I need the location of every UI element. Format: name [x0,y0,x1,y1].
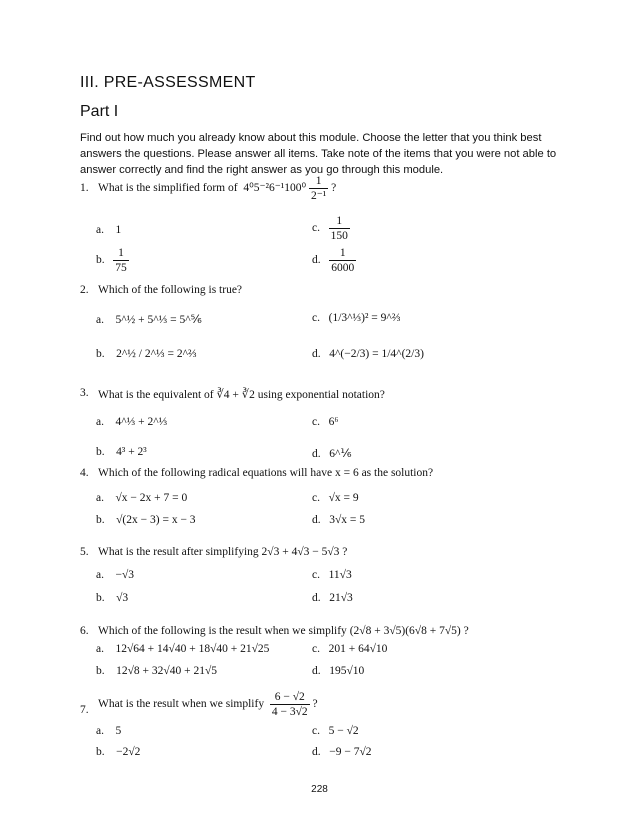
q1-number: 1. [80,182,89,194]
q4-option-d[interactable]: d. 3√x = 5 [312,514,366,526]
q5-option-b[interactable]: b. √3 [96,592,129,604]
page-number: 228 [311,784,328,795]
q1-option-d[interactable]: d. $\frac{1}{6000}$ [312,247,355,274]
q7-number: 7. [80,704,89,716]
q1-expression: 4⁰5⁻²6⁻¹100⁰ [243,182,307,195]
q5-option-c[interactable]: c. 11√3 [312,569,352,581]
q3-option-c[interactable]: c. 6⁶ [312,416,339,428]
q4-number: 4. [80,467,89,479]
q4-option-b[interactable]: b. √(2x − 3) = x − 3 [96,514,196,526]
q2-option-d[interactable]: d. 4^(−2/3) = 1/4^(2/3) [312,348,424,360]
q7-option-a[interactable]: a. 5 [96,725,122,737]
q6-option-d[interactable]: d. 195√10 [312,665,365,677]
q3-option-b[interactable]: b. 4³ + 2³ [96,446,147,458]
q6-option-c[interactable]: c. 201 + 64√10 [312,643,388,655]
q5-text: What is the result after simplifying 2√3 + 4√3 − 5√3 ? [98,546,348,558]
q6-option-a[interactable]: a. 12√64 + 14√40 + 18√40 + 21√25 [96,643,270,655]
q7-text: What is the result when we simplify $\frac{6 - √2}{4 - 3√2}$ ? [98,691,318,718]
q5-option-d[interactable]: d. 21√3 [312,592,353,604]
q1-option-a[interactable]: a. 1 [96,224,122,236]
q1-fraction: $\frac{1}{\text{2⁻¹}}$ [310,175,327,202]
q7-fraction: $\frac{6 - √2}{4 - 3√2}$ [271,691,308,718]
q6-expression: (2√8 + 3√5)(6√8 + 7√5) [349,625,461,637]
q1-option-c[interactable]: c. $\frac{1}{150}$ [312,215,348,242]
q5-option-a[interactable]: a. −√3 [96,569,135,581]
q2-option-a[interactable]: a. 5^½ + 5^⅓ = 5^⅚ [96,314,202,326]
q5-expression: 2√3 + 4√3 − 5√3 [261,546,340,558]
q2-text: Which of the following is true? [98,284,243,296]
q3-option-d[interactable]: d. 6^⅙ [312,448,352,460]
part-title: Part I [80,103,119,120]
q2-option-b[interactable]: b. 2^½ / 2^⅓ = 2^⅔ [96,348,197,360]
intro-paragraph: Find out how much you already know about this module. Choose the letter that you think best answers the questions. Please answer all items. Take note of the items that you were not able to answer correctly and find the right answer as you go through this module. [80,132,557,176]
q2-option-c[interactable]: c. (1/3^⅓)² = 9^⅔ [312,312,401,324]
q4-option-a[interactable]: a. √x − 2x + 7 = 0 [96,492,188,504]
q6-text: Which of the following is the result when we simplify (2√8 + 3√5)(6√8 + 7√5) ? [98,625,469,637]
q7-option-d[interactable]: d. −9 − 7√2 [312,746,372,758]
q2-number: 2. [80,284,89,296]
q7-option-b[interactable]: b. −2√2 [96,746,141,758]
q3-number: 3. [80,387,89,399]
q6-number: 6. [80,625,89,637]
q1-text: What is the simplified form of 4⁰5⁻²6⁻¹100⁰ $\frac{1}{\text{2⁻¹}}$ ? [98,175,337,202]
q1-option-b[interactable]: b. $\frac{1}{75}$ [96,247,127,274]
q7-option-c[interactable]: c. 5 − √2 [312,725,359,737]
q3-text: What is the equivalent of ∛4 + ∛2 using exponential notation? [98,389,385,401]
q4-text: Which of the following radical equations will have x = 6 as the solution? [98,467,434,479]
q5-number: 5. [80,546,89,558]
q3-expression: ∛4 + ∛2 [216,389,255,401]
q6-option-b[interactable]: b. 12√8 + 32√40 + 21√5 [96,665,218,677]
q4-option-c[interactable]: c. √x = 9 [312,492,359,504]
q3-option-a[interactable]: a. 4^⅓ + 2^⅓ [96,416,168,428]
section-title: III. PRE-ASSESSMENT [80,74,256,91]
